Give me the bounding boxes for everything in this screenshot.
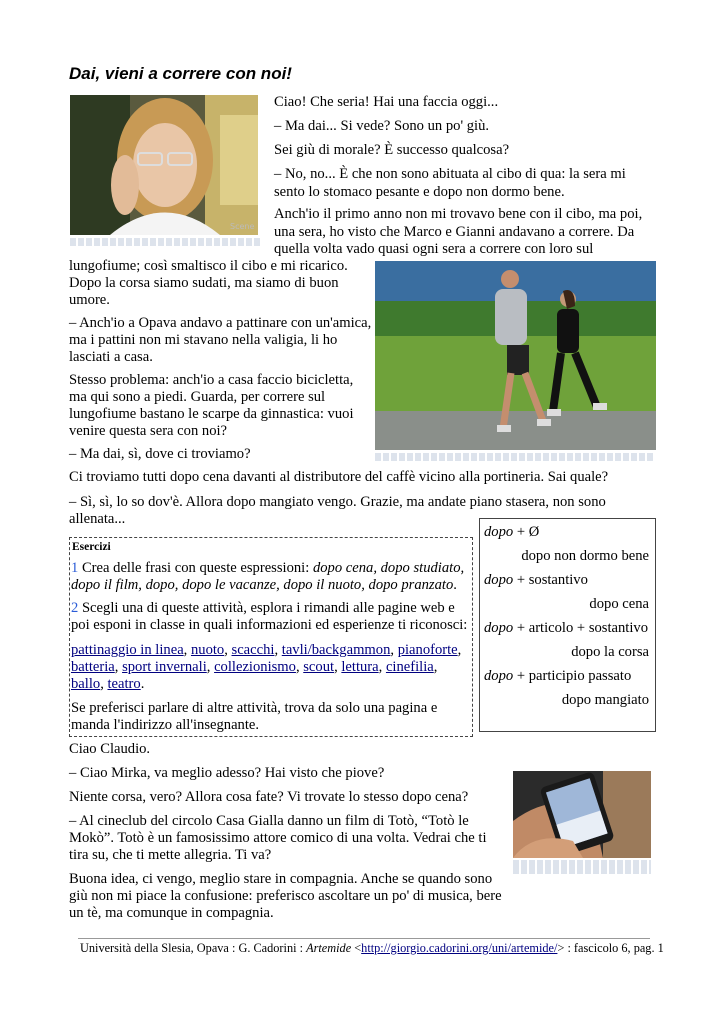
dialogue-line: Anch'io il primo anno non mi trovavo bene con il cibo, ma poi,	[274, 206, 643, 222]
dialogue-line: venire questa sera con noi?	[69, 423, 228, 439]
exercise-2: 2 Scegli una di queste attività, esplora i rimandi alle pagine web e	[71, 600, 455, 616]
dialogue-line: Buona idea, ci vengo, meglio stare in compagnia. Anche se quando sono	[69, 871, 493, 887]
link-pianoforte[interactable]: pianoforte	[397, 642, 458, 658]
link-cinefilia[interactable]: cinefilia	[385, 659, 434, 675]
grammar-example: dopo cena	[589, 596, 649, 612]
dialogue-line: lungofiume bastano le scarpe da ginnastica: vuoi	[69, 406, 354, 422]
exercise-1: 1 Crea delle frasi con queste espressioni: dopo cena, dopo studiato,	[71, 560, 465, 576]
dialogue-line: ma i pattini non mi stavano nella valigia, li ho	[69, 332, 338, 348]
link-tavli[interactable]: tavli/backgammon	[281, 642, 391, 658]
dialogue-line: Stesso problema: anch'io a casa faccio bicicletta,	[69, 372, 354, 388]
dialogue-line: lungofiume; così smaltisco il cibo e mi ricarico.	[69, 258, 348, 274]
activity-links: batteria, sport invernali, collezionismo, scout, lettura, cinefilia,	[71, 659, 438, 675]
dialogue-line: Mokò”. Totò è un famosissimo attore comico di una volta. Vedrai che ti	[69, 830, 487, 846]
dialogue-line: Sei giù di morale? È successo qualcosa?	[274, 142, 510, 158]
dialogue-line: – Ma dai... Si vede? Sono un po' giù.	[274, 118, 490, 134]
link-nuoto[interactable]: nuoto	[190, 642, 225, 658]
footer-link[interactable]: http://giorgio.cadorini.org/uni/artemide/	[361, 941, 558, 955]
activity-links: ballo, teatro.	[71, 676, 145, 692]
dialogue-line: sento lo stomaco pesante e dopo non dormo bene.	[274, 184, 565, 200]
photo-caption	[70, 238, 260, 246]
link-lettura[interactable]: lettura	[341, 659, 379, 675]
dialogue-line: – Anch'io a Opava andavo a pattinare con un'amica,	[69, 315, 372, 331]
link-teatro[interactable]: teatro	[107, 676, 141, 692]
dialogue-line: Ci troviamo tutti dopo cena davanti al distributore del caffè vicino alla portineria. Sai quale?	[69, 469, 609, 485]
photo-phone	[513, 771, 651, 858]
link-sport-invernali[interactable]: sport invernali	[122, 659, 207, 675]
footer: Università della Slesia, Opava : G. Cadorini : Artemide <http://giorgio.cadorini.org/uni/artemide/> : fascicolo 6, pag. 1	[80, 941, 664, 955]
dialogue-line: Ciao! Che seria! Hai una faccia oggi...	[274, 94, 499, 110]
link-collezionismo[interactable]: collezionismo	[214, 659, 296, 675]
link-scacchi[interactable]: scacchi	[231, 642, 275, 658]
exercise-number: 1	[71, 560, 79, 576]
dialogue-line: – No, no... È che non sono abituata al cibo di qua: la sera mi	[274, 166, 626, 182]
exercise-number: 2	[71, 600, 79, 616]
page-title: Dai, vieni a correre con noi!	[69, 64, 292, 83]
dialogue-line: – Ma dai, sì, dove ci troviamo?	[69, 446, 251, 462]
dialogue-line: – Sì, sì, lo so dov'è. Allora dopo mangiato vengo. Grazie, ma andate piano stasera, non sono	[69, 494, 606, 510]
footer-divider	[78, 938, 650, 939]
dialogue-line: una sera, ho visto che Marco e Gianni andavano a correre. Da	[274, 224, 635, 240]
grammar-example: dopo non dormo bene	[521, 548, 649, 564]
photo-sad-girl	[70, 95, 258, 235]
activity-links: pattinaggio in linea, nuoto, scacchi, tavli/backgammon, pianoforte,	[71, 642, 462, 658]
dialogue-line: allenata...	[69, 511, 126, 527]
exercise-note: Se preferisci parlare di altre attività, trova da solo una pagina e	[71, 700, 438, 716]
link-scout[interactable]: scout	[303, 659, 335, 675]
grammar-rule: dopo + articolo + sostantivo	[484, 620, 649, 636]
exercise-2-cont: poi esponi in classe in quali informazioni ed esperienze ti riconosci:	[71, 617, 468, 633]
exercises-heading: Esercizi	[72, 541, 111, 553]
photo-caption	[513, 860, 651, 874]
dialogue-line: lasciati a casa.	[69, 349, 153, 365]
grammar-rule: dopo + Ø	[484, 524, 540, 540]
dialogue-line: – Ciao Mirka, va meglio adesso? Hai visto che piove?	[69, 765, 385, 781]
exercise-note: manda l'indirizzo all'insegnante.	[71, 717, 260, 733]
dialogue-line: Dopo la corsa siamo sudati, ma siamo di buon	[69, 275, 339, 291]
link-batteria[interactable]: batteria	[71, 659, 115, 675]
link-ballo[interactable]: ballo	[71, 676, 101, 692]
dialogue-line: quella volta vado quasi ogni sera a correre con loro sul	[274, 241, 594, 257]
svg-text:Scene: Scene	[230, 222, 255, 231]
photo-runners	[375, 261, 656, 450]
photo-caption	[375, 453, 655, 461]
grammar-example: dopo la corsa	[571, 644, 649, 660]
dialogue-line: Ciao Claudio.	[69, 741, 151, 757]
exercise-1-cont: dopo il film, dopo, dopo le vacanze, dopo il nuoto, dopo pranzato.	[71, 577, 457, 593]
dialogue-line: – Al cineclub del circolo Casa Gialla danno un film di Totò, “Totò le	[69, 813, 469, 829]
dialogue-line: giù non mi piace la confusione: preferisco ascoltare un po' di musica, bere	[69, 888, 502, 904]
dialogue-line: umore.	[69, 292, 110, 308]
dialogue-line: Niente corsa, vero? Allora cosa fate? Vi trovate lo stesso dopo cena?	[69, 789, 469, 805]
dialogue-line: ma qui sono a piedi. Guarda, per correre sul	[69, 389, 326, 405]
link-pattinaggio[interactable]: pattinaggio in linea	[71, 642, 184, 658]
grammar-rule: dopo + participio passato	[484, 668, 632, 684]
grammar-example: dopo mangiato	[561, 692, 649, 708]
dialogue-line: un tè, ma comunque in compagnia.	[69, 905, 274, 921]
dialogue-line: tira su, che ti mette allegria. Ti va?	[69, 847, 272, 863]
grammar-rule: dopo + sostantivo	[484, 572, 588, 588]
